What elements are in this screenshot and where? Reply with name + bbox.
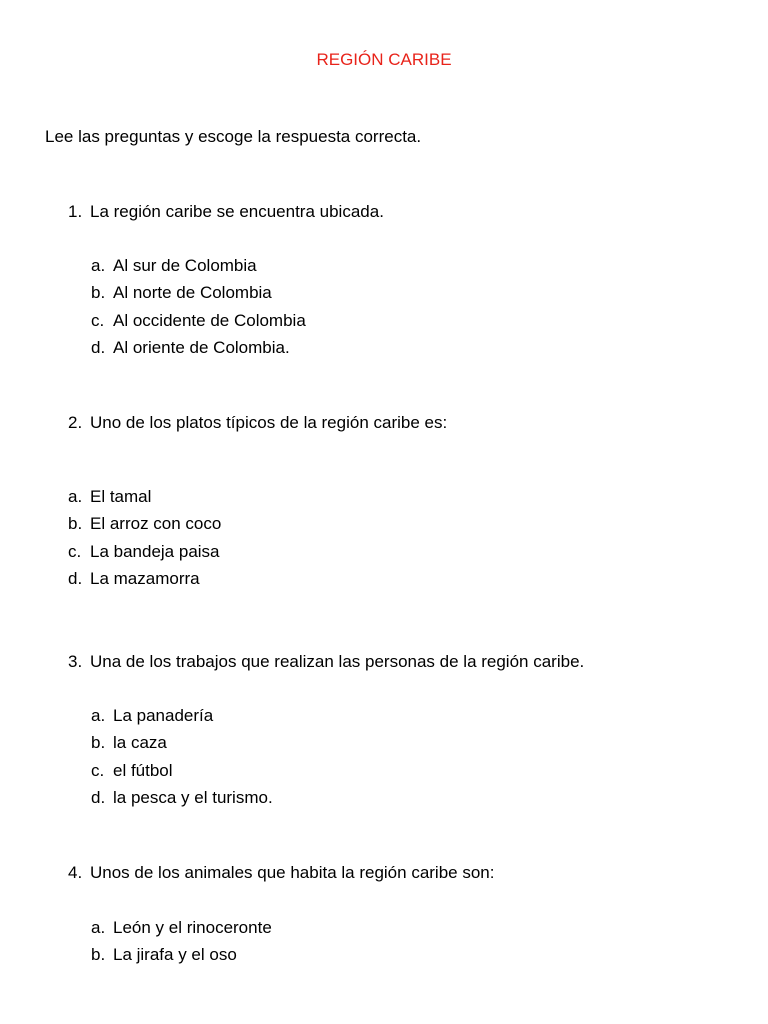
option-text: El tamal (90, 487, 152, 506)
option-item[interactable] (91, 282, 306, 309)
option-text: Al oriente de Colombia. (113, 337, 290, 357)
option-item[interactable] (91, 705, 273, 732)
option-item[interactable] (91, 944, 272, 971)
option-item[interactable] (91, 917, 272, 944)
option-letter: b. (91, 733, 106, 753)
option-letter: b. (91, 945, 106, 965)
option-item[interactable] (68, 486, 221, 513)
option-item[interactable] (91, 732, 273, 759)
question-1 (68, 201, 384, 223)
question-text: Una de los trabajos que realizan las personas de la región caribe. (90, 652, 585, 671)
option-text: La bandeja paisa (90, 541, 220, 561)
option-letter: c. (91, 310, 105, 330)
option-text: la pesca y el turismo. (113, 787, 273, 807)
option-item[interactable] (68, 568, 221, 595)
question-number: 4. (68, 863, 83, 882)
option-text: La mazamorra (90, 568, 200, 588)
question-text: Unos de los animales que habita la región caribe son: (90, 863, 495, 882)
option-letter: b. (68, 514, 83, 534)
question-number: 3. (68, 652, 83, 671)
option-item[interactable] (68, 513, 221, 540)
options-list-1 (91, 255, 306, 364)
question-text: La región caribe se encuentra ubicada. (90, 202, 384, 221)
option-text: Al norte de Colombia (113, 283, 272, 303)
option-letter: a. (91, 918, 106, 937)
option-item[interactable] (91, 337, 306, 364)
option-letter: a. (91, 256, 106, 275)
question-number: 2. (68, 413, 83, 432)
option-text: León y el rinoceronte (113, 918, 272, 937)
question-4 (68, 862, 494, 884)
option-letter: a. (91, 706, 106, 725)
option-text: Al occidente de Colombia (113, 310, 306, 330)
option-letter: d. (91, 787, 106, 807)
option-item[interactable] (91, 787, 273, 814)
option-item[interactable] (68, 541, 221, 568)
option-text: el fútbol (113, 760, 173, 780)
option-text: Al sur de Colombia (113, 256, 257, 275)
question-text: Uno de los platos típicos de la región caribe es: (90, 413, 448, 432)
option-item[interactable] (91, 255, 306, 282)
option-letter: d. (91, 337, 106, 357)
page-title: REGIÓN CARIBE (316, 50, 452, 69)
option-letter: a. (68, 487, 83, 506)
option-letter: c. (68, 541, 82, 561)
option-letter: c. (91, 760, 105, 780)
question-number: 1. (68, 202, 83, 221)
options-list-4 (91, 917, 272, 972)
option-text: la caza (113, 733, 167, 753)
option-letter: b. (91, 283, 106, 303)
options-list-3 (91, 705, 273, 814)
option-text: La panadería (113, 706, 214, 725)
question-3 (68, 651, 584, 673)
option-letter: d. (68, 568, 83, 588)
option-item[interactable] (91, 310, 306, 337)
question-2 (68, 412, 447, 434)
options-list-2 (68, 486, 221, 595)
option-text: El arroz con coco (90, 514, 222, 534)
instruction-text: Lee las preguntas y escoge la respuesta correcta. (45, 127, 422, 146)
option-item[interactable] (91, 760, 273, 787)
option-text: La jirafa y el oso (113, 945, 237, 965)
